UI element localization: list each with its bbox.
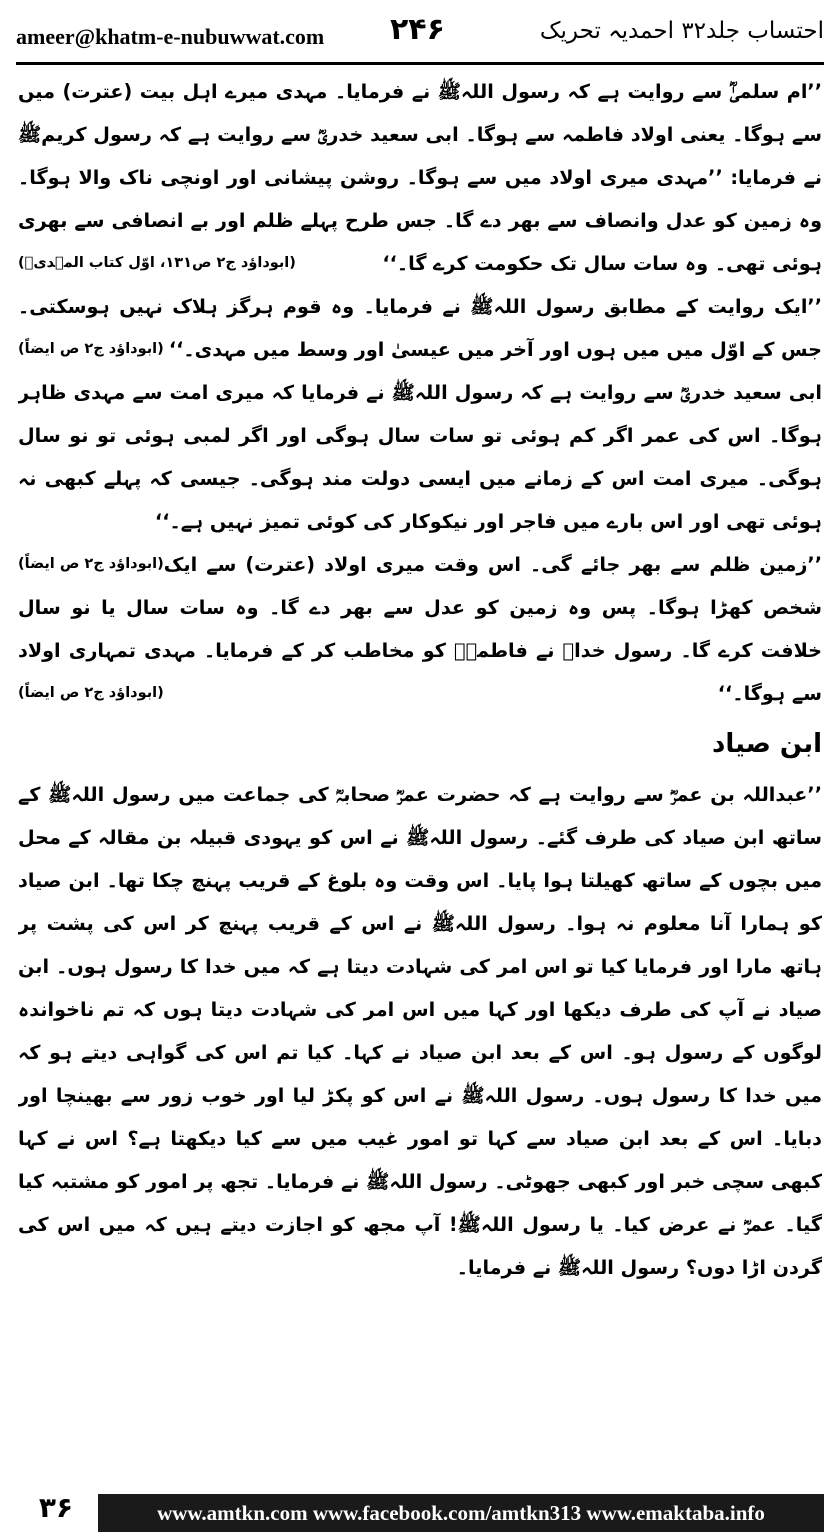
citation: (ابوداؤد ج۲ ص ایضاً) (18, 685, 164, 701)
citation: (ابوداؤد ج۲ ص ایضاً) (18, 556, 164, 572)
paragraph-abi-saeed (18, 371, 822, 572)
paragraph-text: ’’زمین ظلم سے بھر جائے گی۔ اس وقت میری اولاد (عترت) سے ایک شخص کھڑا ہوگا۔ پس وہ زمین کو عدل سے بھر دے گا۔ وہ سات سال یا نو سال خلافت کرے گا۔ رسول خداﷺ نے فاطمہؓ کو مخاطب کر کے فرمایا۔ مہدی تمہاری اولاد سے ہوگا۔‘‘ (18, 553, 822, 705)
page-body (18, 70, 822, 1475)
citation: (ابوداؤد ج۲ ص۱۳۱، اوّل کتاب المہدیؓ) (18, 255, 296, 271)
paragraph-text: ’’ام سلمیٰؓ سے روایت ہے کہ رسول اللہﷺ نے فرمایا۔ مہدی میرے اہل بیت (عترت) میں سے ہوگا۔ یعنی اولاد فاطمہ سے ہوگا۔ ابی سعید خدریؓ سے روایت ہے کہ رسول کریمﷺ نے فرمایا: ’’مہدی میری اولاد میں سے ہوگا۔ روشن پیشانی اور اونچی ناک والا ہوگا۔ وہ زمین کو عدل وانصاف سے بھر دے گا۔ جس طرح پہلے ظلم اور بے انصافی سے بھری ہوئی تھی۔ وہ سات سال تک حکومت کرے گا۔‘‘ (18, 80, 822, 275)
header-email: ameer@khatm-e-nubuwwat.com (16, 24, 325, 49)
header-divider (16, 62, 824, 65)
page-header (16, 10, 824, 62)
paragraph-text: ابی سعید خدریؓ سے روایت ہے کہ رسول اللہﷺ نے فرمایا کہ میری امت سے مہدی ظاہر ہوگا۔ اس کی عمر اگر کم ہوئی تو سات سال ہوگی اور اگر لمبی ہوئی تو نو سال ہوگی۔ میری امت اس کے زمانے میں ایسی دولت مند ہوگی۔ جیسی کہ پہلے کبھی نہ ہوئی تھی اور اس بارے میں فاجر اور نیکوکار کی کوئی تمیز نہیں ہے۔‘‘ (18, 381, 822, 533)
paragraph-text: ’’ایک روایت کے مطابق رسول اللہﷺ نے فرمایا۔ وہ قوم ہرگز ہلاک نہیں ہوسکتی۔ جس کے اوّل میں میں ہوں اور آخر میں عیسیٰ اور وسط میں مہدی۔‘‘ (18, 295, 822, 361)
footer-page-number: ۳۶ (38, 1491, 74, 1524)
paragraph-ibn-sayyad (18, 773, 822, 1289)
paragraph-nation-not-perish (18, 285, 822, 371)
footer-links-bar: www.amtkn.com www.facebook.com/amtkn313 www.emaktaba.info (98, 1494, 824, 1532)
header-book-title: احتساب جلد۳۲ احمدیہ تحریک (539, 18, 824, 44)
paragraph-text: ’’عبداللہ بن عمرؓ سے روایت ہے کہ حضرت عمرؓ صحابہؓ کی جماعت میں رسول اللہﷺ کے ساتھ ابن صیاد کی طرف گئے۔ رسول اللہﷺ نے اس کو یہودی قبیلہ بن مقالہ کے محل میں بچوں کے ساتھ کھیلتا ہوا پایا۔ اس وقت وہ بلوغ کے قریب پہنچ چکا تھا۔ ابن صیاد کو ہمارا آنا معلوم نہ ہوا۔ رسول اللہﷺ نے اس کے قریب پہنچ کر اس کی پشت پر ہاتھ مارا اور فرمایا کیا تو اس امر کی شہادت دیتا ہے کہ میں خدا کا رسول ہوں۔ ابن صیاد نے آپ کی طرف دیکھا اور کہا میں اس امر کی شہادت دیتا ہوں کہ تم ناخواندہ لوگوں کے رسول ہو۔ اس کے بعد ابن صیاد نے کہا۔ کیا تم اس کی گواہی دیتے ہو کہ میں خدا کا رسول ہوں۔ رسول اللہﷺ نے اس کو پکڑ لیا اور خوب زور سے بھینچا اور دبایا۔ اس کے بعد ابن صیاد سے کہا تو امور غیب میں سے کیا دیکھتا ہے؟ اس نے کہا کبھی سچی خبر اور کبھی جھوٹی۔ رسول اللہﷺ نے فرمایا۔ تجھ پر امور کو مشتبہ کیا گیا۔ عمرؓ نے عرض کیا۔ یا رسول اللہﷺ! آپ مجھ کو اجازت دیتے ہیں کہ میں اس کی گردن اڑا دوں؟ رسول اللہﷺ نے فرمایا۔ (18, 783, 822, 1279)
citation: (ابوداؤد ج۲ ص ایضاً) (18, 341, 164, 357)
section-heading: ابن صیاد (712, 729, 822, 759)
paragraph-umm-salma (18, 70, 822, 285)
header-page-number: ۲۴۶ (390, 12, 445, 47)
